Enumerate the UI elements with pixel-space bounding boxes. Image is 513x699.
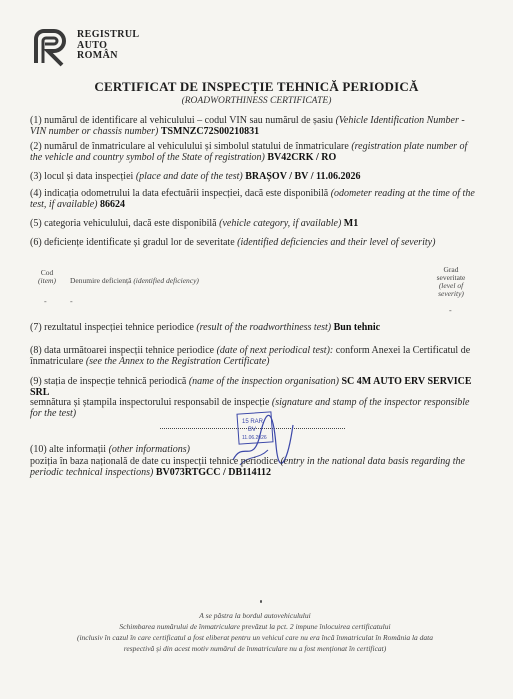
- database-entry-value: BV073RTGCC / DB114112: [155, 466, 272, 478]
- national-database-entry: poziția în baza națională de date cu inspecții tehnice periodice (entry in the national data basis regarding the periodic technical inspections) BV073RTGCC / DB114112: [30, 456, 465, 478]
- place-date-value: BRAȘOV / BV / 11.06.2026: [245, 171, 361, 182]
- odometer-value: 86624: [100, 198, 125, 210]
- vin-value: TSMNZC72S00210831: [160, 125, 260, 137]
- svg-text:BV: BV: [248, 427, 257, 433]
- field-3-place-date: (3) locul și data inspecției (place and date of the test) BRAȘOV / BV / 11.06.2026: [30, 171, 361, 182]
- svg-text:15 RAR: 15 RAR: [242, 419, 264, 425]
- field-1-vin: (1) numărul de identificare al vehiculului – codul VIN sau numărul de șasiu (Vehicle Identification Number - VIN number or chassis number) TSMNZC72S00210831: [30, 115, 465, 137]
- category-value: M1: [343, 218, 359, 229]
- col-grade-header: Grad severitate (level of severity): [436, 265, 466, 298]
- deficiency-grade-empty: -: [449, 306, 452, 315]
- document-subtitle: (ROADWORTHINESS CERTIFICATE): [181, 96, 332, 106]
- next-test-value: conform Anexei la Certificatul de înmatriculare: [30, 345, 471, 367]
- col-name-header: Denumire deficiență (identified deficiency): [70, 276, 199, 285]
- station-value: SC 4M AUTO ERV SERVICE SRL: [30, 376, 472, 398]
- org-line-3: ROMÂN: [77, 50, 118, 61]
- org-line-2: AUTO: [77, 39, 108, 51]
- field-6-deficiencies: (6) deficiențe identificate și gradul lor de severitate (identified deficiencies and their level of severity): [30, 237, 436, 248]
- field-9-station: (9) stația de inspecție tehnică periodică (name of the inspection organisation) SC 4M AUTO ERV SERVICE SRL: [30, 376, 472, 398]
- svg-text:11.06.2026: 11.06.2026: [242, 435, 267, 441]
- deficiency-name-empty: -: [70, 297, 73, 306]
- document-title: CERTIFICAT DE INSPECȚIE TEHNICĂ PERIODICĂ: [94, 79, 419, 94]
- org-line-1: REGISTRUL: [77, 29, 140, 40]
- rar-logo-icon: [32, 29, 70, 67]
- field-7-result: (7) rezultatul inspecției tehnice periodice (result of the roadworthiness test) Bun tehnic: [30, 322, 381, 333]
- col-code-header: Cod (item): [38, 268, 56, 285]
- result-value: Bun tehnic: [333, 322, 381, 333]
- footer-note: A se păstra la bordul autovehiculului Schimbarea numărului de înmatriculare prevăzut la pct. 2 impune înlocuirea certificatului (inclusiv în cazul în care certificatul a fost eliberat pentru un vehicul care nu era încă înmatriculat în România la data respectivă și din acest motiv numărul de înmatriculare nu a fost menționat în certificat): [76, 611, 434, 653]
- staple-mark: [260, 600, 262, 603]
- deficiency-code-empty: -: [44, 297, 47, 306]
- field-8-next-test: (8) data următoarei inspecții tehnice periodice (date of next periodical test): conform Anexei la Certificatul de înmatriculare (see the Annex to the Registration Certificate): [30, 345, 471, 367]
- registration-value: BV42CRK / RO: [267, 151, 337, 163]
- field-4-odometer: (4) indicația odometrului la data efectuării inspecției, dacă este disponibilă (odometer reading at the time of the test, if available) 86624: [30, 188, 475, 210]
- field-5-category: (5) categoria vehiculului, dacă este disponibilă (vehicle category, if available) M1: [30, 218, 359, 229]
- field-10-other-info: (10) alte informații (other informations): [30, 444, 190, 455]
- org-name: [77, 30, 140, 62]
- field-2-registration: (2) numărul de înmatriculare al vehiculului și simbolul statului de înmatriculare (registration plate number of the vehicle and country symbol of the State of registration) BV42CRK / RO: [30, 141, 468, 163]
- inspector-signature-label: semnătura și ștampila inspectorului responsabil de inspecție (signature and stamp of the inspector responsible for the test): [30, 397, 470, 419]
